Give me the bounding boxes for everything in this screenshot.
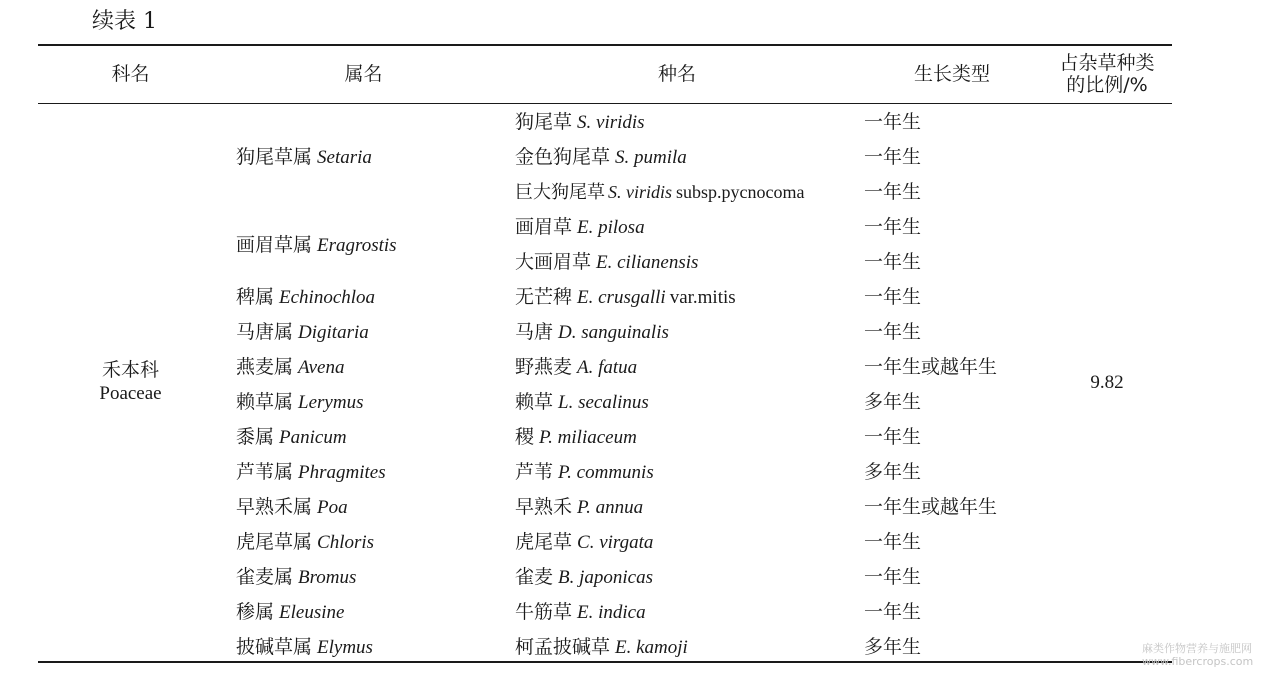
species-chinese: 雀麦: [515, 566, 554, 588]
genus-latin: Eragrostis: [317, 235, 397, 256]
genus-chinese: 稗属: [236, 286, 275, 308]
species-cell: [515, 562, 653, 592]
genus-chinese: 马唐属: [236, 321, 294, 343]
genus-cell: [236, 632, 373, 662]
genus-latin: Elymus: [317, 637, 373, 658]
watermark: [1142, 642, 1253, 668]
watermark-line2: www.fibercrops.com: [1142, 655, 1254, 668]
table-caption: 续表 1: [92, 9, 157, 34]
species-latin: E. kamoji: [615, 637, 688, 658]
genus-latin: Eleusine: [279, 602, 345, 623]
genus-cell: [236, 422, 347, 452]
genus-chinese: 雀麦属: [236, 566, 294, 588]
percentage-value: 9.82: [1090, 372, 1124, 393]
genus-latin: Chloris: [317, 532, 375, 553]
header-growth-type: 生长类型: [913, 63, 990, 85]
species-chinese: 马唐: [515, 321, 554, 343]
genus-chinese: 赖草属: [236, 391, 294, 413]
growth-type-cell: 一年生: [864, 251, 922, 273]
species-cell: [515, 317, 669, 347]
growth-type-cell: 一年生或越年生: [864, 356, 998, 378]
species-cell: [515, 597, 646, 627]
species-cell: [515, 212, 645, 242]
species-cell: [515, 107, 645, 137]
growth-type-cell: 一年生: [864, 286, 922, 308]
genus-latin: Phragmites: [298, 462, 386, 483]
growth-type-cell: 一年生: [864, 566, 922, 588]
species-chinese: 巨大狗尾草: [515, 182, 605, 203]
genus-latin: Poa: [317, 497, 348, 518]
species-latin: P. miliaceum: [539, 427, 637, 448]
growth-type-cell: 一年生: [864, 426, 922, 448]
header-genus: 属名: [344, 63, 383, 85]
growth-type-cell: 一年生: [864, 531, 922, 553]
genus-latin: Digitaria: [298, 322, 369, 343]
species-chinese: 芦苇: [515, 461, 554, 483]
species-cell: [515, 632, 688, 662]
genus-latin: Setaria: [317, 147, 372, 168]
header-percentage: [1042, 46, 1172, 102]
species-latin: P. communis: [558, 462, 654, 483]
species-cell: [515, 142, 687, 172]
genus-cell: [236, 317, 369, 347]
species-variety: var.mitis: [669, 287, 736, 308]
species-chinese: 野燕麦: [515, 356, 573, 378]
species-latin: D. sanguinalis: [558, 322, 669, 343]
genus-cell: [236, 492, 348, 522]
species-chinese: 柯孟披碱草: [515, 636, 611, 658]
genus-latin: Panicum: [279, 427, 347, 448]
genus-chinese: 黍属: [236, 426, 275, 448]
genus-chinese: 早熟禾属: [236, 496, 313, 518]
species-cell: [515, 352, 637, 382]
genus-cell: [236, 527, 374, 557]
species-chinese: 狗尾草: [515, 111, 573, 133]
species-chinese: 虎尾草: [515, 531, 573, 553]
genus-chinese: 狗尾草属: [236, 146, 313, 168]
genus-latin: Lerymus: [298, 392, 364, 413]
species-cell: [515, 387, 649, 417]
species-cell: [515, 492, 643, 522]
species-latin: P. annua: [577, 497, 644, 518]
genus-chinese: 披碱草属: [236, 636, 313, 658]
species-cell: [515, 177, 805, 207]
species-chinese: 大画眉草: [515, 251, 592, 273]
growth-type-cell: 多年生: [864, 461, 922, 483]
growth-type-cell: 一年生或越年生: [864, 496, 998, 518]
genus-cell: [236, 387, 363, 417]
species-cell: [515, 457, 654, 487]
watermark-line1: 麻类作物营养与施肥网: [1142, 642, 1252, 655]
growth-type-cell: 一年生: [864, 146, 922, 168]
species-chinese: 画眉草: [515, 216, 573, 238]
growth-type-cell: 一年生: [864, 216, 922, 238]
species-chinese: 无芒稗: [515, 286, 573, 308]
genus-chinese: 燕麦属: [236, 356, 294, 378]
species-chinese: 早熟禾: [515, 496, 573, 518]
species-latin: S. viridis: [608, 182, 673, 202]
family-latin-name: Poaceae: [99, 383, 162, 404]
species-latin: C. virgata: [577, 532, 654, 553]
growth-type-cell: 多年生: [864, 391, 922, 413]
header-percentage-line1: 占杂草种类: [1059, 52, 1155, 74]
growth-type-cell: 一年生: [864, 601, 922, 623]
genus-cell: [236, 352, 344, 382]
genus-latin: Bromus: [298, 567, 357, 588]
species-latin: S. viridis: [577, 112, 645, 133]
genus-cell: [236, 562, 356, 592]
genus-chinese: 虎尾草属: [236, 531, 313, 553]
species-chinese: 牛筋草: [515, 601, 573, 623]
growth-type-cell: 一年生: [864, 321, 922, 343]
header-family: 科名: [111, 63, 150, 85]
species-cell: [515, 247, 698, 277]
growth-type-cell: 一年生: [864, 111, 922, 133]
genus-latin: Echinochloa: [279, 287, 376, 308]
family-cell: [38, 358, 223, 406]
header-percentage-line2: 的比例/%: [1066, 74, 1148, 96]
species-cell: [515, 527, 653, 557]
species-cell: [515, 282, 736, 312]
species-chinese: 金色狗尾草: [515, 146, 611, 168]
species-cell: [515, 422, 637, 452]
genus-cell: [236, 597, 344, 627]
header-species: 种名: [657, 63, 696, 85]
genus-chinese: 芦苇属: [236, 461, 294, 483]
species-latin: A. fatua: [577, 357, 638, 378]
species-latin: L. secalinus: [558, 392, 649, 413]
genus-cell: [236, 142, 372, 172]
growth-type-cell: 多年生: [864, 636, 922, 658]
species-latin: E. crusgalli: [577, 287, 666, 308]
species-chinese: 稷: [515, 426, 535, 448]
growth-type-cell: 一年生: [864, 181, 922, 203]
header-rule: [38, 103, 1172, 104]
genus-cell: [236, 230, 397, 260]
genus-cell: [236, 457, 386, 487]
genus-cell: [236, 282, 375, 312]
species-latin: E. indica: [577, 602, 646, 623]
species-subspecies: subsp.pycnocoma: [676, 182, 805, 202]
species-chinese: 赖草: [515, 391, 554, 413]
species-latin: E. pilosa: [577, 217, 645, 238]
genus-latin: Avena: [298, 357, 345, 378]
family-chinese-name: 禾本科: [101, 359, 159, 381]
species-latin: B. japonicas: [558, 567, 654, 588]
genus-chinese: 画眉草属: [236, 234, 313, 256]
species-latin: E. cilianensis: [596, 252, 699, 273]
species-latin: S. pumila: [615, 147, 687, 168]
genus-chinese: 䅟属: [236, 601, 275, 623]
